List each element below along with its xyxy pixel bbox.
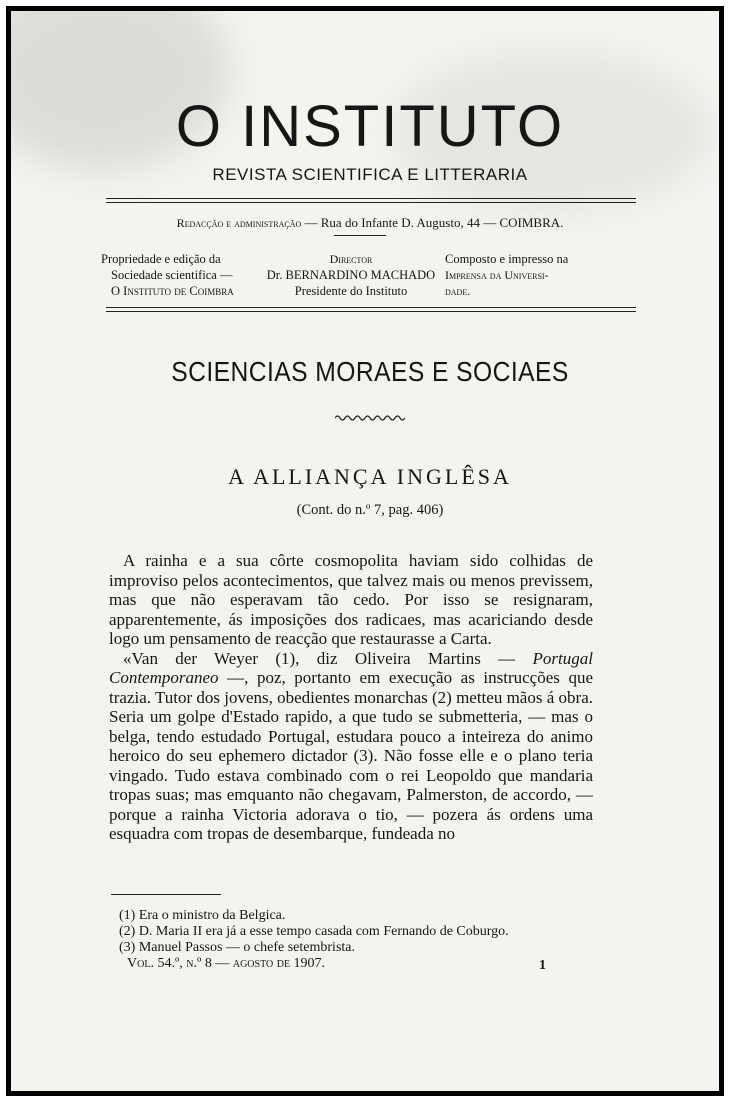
footnotes [119, 908, 589, 956]
divider [106, 311, 636, 312]
credits-left [101, 251, 261, 299]
article-continuation: (Cont. do n.º 7, pag. 406) [296, 502, 444, 518]
credit-line: dade. [445, 284, 471, 298]
footnote: (2) D. Maria II era já a esse tempo casada com Fernando de Coburgo. [119, 924, 509, 939]
article-body [109, 551, 593, 844]
section-title: SCIENCIAS MORAES E SOCIAES [171, 356, 569, 387]
footnote: (3) Manuel Passos — o chefe setembrista. [119, 940, 355, 955]
divider [106, 198, 636, 199]
address-text: — Rua do Infante D. Augusto, 44 — COIMBRA. [304, 215, 564, 230]
credit-line: Sociedade scientifica — [111, 268, 233, 282]
short-divider [334, 235, 386, 236]
journal-title: O INSTITUTO [175, 94, 565, 159]
signature-mark: 1 [539, 958, 546, 973]
director-name: Dr. BERNARDINO MACHADO [266, 268, 436, 282]
director-role: Presidente do Instituto [294, 284, 408, 298]
article-title: A ALLIANÇA INGLÊSA [228, 464, 512, 489]
credits-right [445, 251, 605, 299]
address-line [11, 215, 724, 231]
paragraph: A rainha e a sua côrte cosmopolita haviam sido colhidas de improviso pelos acontecimentos, que talvez mais ou menos previssem, mas que não esperavam tão cedo. Por isso se resignaram, apparentemente, ás imposições dos radicaes, mas acariciando desde logo um pensamento de reacção que restaurasse a Carta. [109, 551, 593, 648]
paragraph-text: —, poz, portanto em execução as instrucções que trazia. Tutor dos jovens, obedientes monarchas (2) metteu mãos á obra. Seria um golpe d'Estado rapido, a que tudo se submetteria, — mas o belga, tendo estudado Portugal, estudara pouco a inteireza do animo heroico do seu ephemero dictador (3). Não fosse elle e o plano teria vingado. Tudo estava combinado com o rei Leopoldo que mandaria tropas suas; mas emquanto não chegavam, Palmerston, de accordo, — porque a rainha Victoria adorava o tio, — pozera ás ordens uma esquadra com tropas de desembarque, fundeada no [109, 668, 593, 843]
director-label: Director [329, 252, 373, 266]
divider [106, 202, 636, 203]
journal-subtitle: REVISTA SCIENTIFICA E LITTERARIA [212, 165, 528, 184]
credit-line: O Instituto de Coimbra [111, 284, 234, 298]
divider [106, 307, 636, 308]
wavy-ornament-icon [335, 414, 405, 422]
paragraph [109, 649, 593, 844]
credit-line: Composto e impresso na [445, 252, 569, 266]
issue-info: Vol. 54.º, n.º 8 — agosto de 1907. [127, 956, 326, 971]
footnote-divider [111, 894, 221, 895]
ornament [11, 409, 724, 427]
credits-center [251, 251, 451, 299]
paragraph-text: «Van der Weyer (1), diz Oliveira Martins — [123, 648, 533, 668]
address-label: Redacção e administração [176, 216, 302, 230]
footnote: (1) Era o ministro da Belgica. [119, 908, 286, 923]
book-title: Portugal Contemporaneo [109, 648, 593, 687]
credit-line: Propriedade e edição da [101, 252, 221, 266]
credit-line: Imprensa da Universi- [445, 268, 549, 282]
journal-page [6, 6, 724, 1096]
